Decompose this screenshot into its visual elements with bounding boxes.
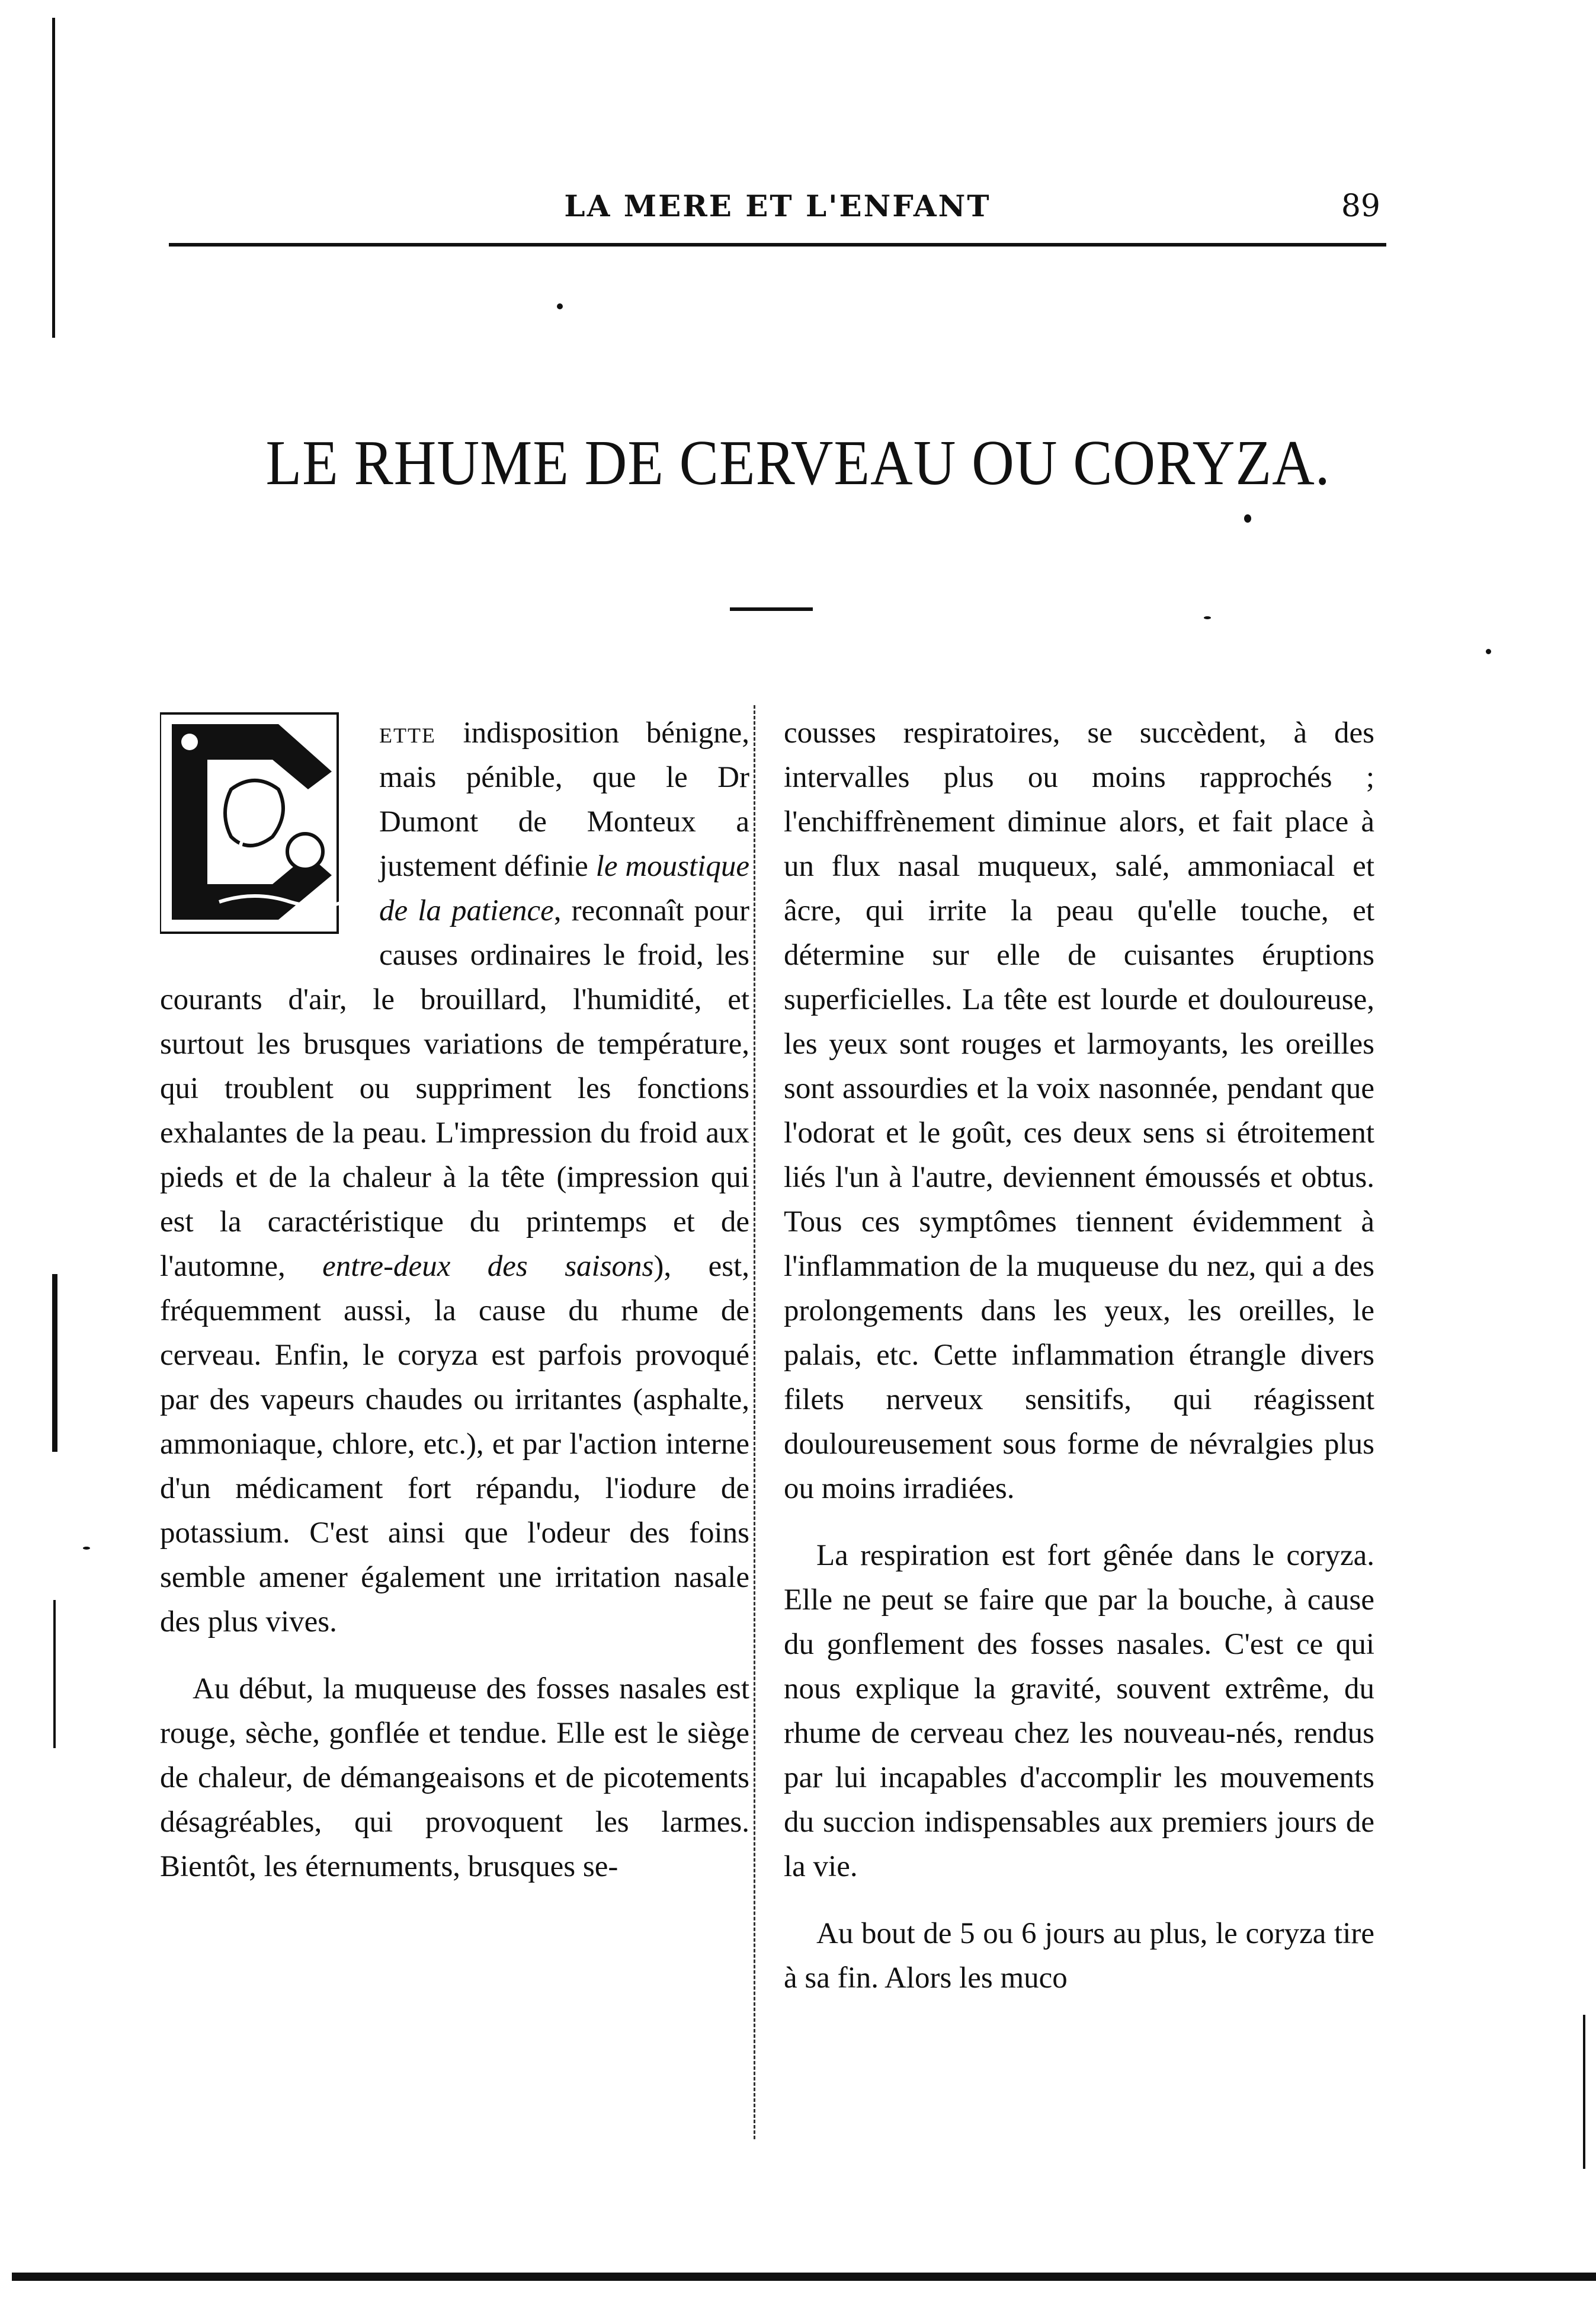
bottom-scan-bar xyxy=(12,2273,1596,2281)
left-margin-scan-mark xyxy=(52,1274,57,1452)
scan-speck xyxy=(557,303,563,309)
left-column xyxy=(160,711,749,1889)
scan-speck xyxy=(1244,514,1251,523)
drop-cap-letter: C xyxy=(236,829,261,868)
scan-speck xyxy=(1486,649,1491,654)
paragraph-1-italic-1: le moustique de la patience xyxy=(379,850,749,927)
paragraph-2: Au début, la muqueuse des fosses nasales est rouge, sèche, gonflée et tendue. Elle est le siège de chaleur, de démangeaisons et de picotements désagréables, qui provoquent les larmes. Bientôt, les éternuments, brusques se- xyxy=(160,1672,749,1883)
right-margin-scan-line xyxy=(1583,2015,1585,2169)
paragraph-1-text-c: ), est, fréquemment aussi, la cause du rhume de cerveau. Enfin, le coryza est parfois provoqué par des vapeurs chaudes ou irritantes (asphalte, ammoniaque, chlore, etc.), et par l'action interne d'un médicament fort répandu, l'iodure de potassium. C'est ainsi que l'odeur des foins semble amener également une irritation nasale des plus vives. xyxy=(160,1250,749,1638)
right-column xyxy=(784,711,1374,2001)
left-margin-scan-line xyxy=(52,18,55,338)
scan-speck xyxy=(83,1547,90,1550)
page-number: 89 xyxy=(1341,188,1380,224)
paragraph-5: Au bout de 5 ou 6 jours au plus, le coryza tire à sa fin. Alors les muco xyxy=(784,1917,1374,1995)
drop-cap-illustration xyxy=(160,706,361,942)
title-rule xyxy=(730,607,813,611)
paragraph-1-text-b: , reconnaît pour causes ordinaires le froid, les courants d'air, le brouillard, l'humidité, et surtout les brusques variations de température, qui troublent ou suppriment les fonctions exhalantes de la peau. L'impression du froid aux pieds et de la chaleur à la tête (impression qui est la caractéristique du printemps et de l'automne, xyxy=(160,894,749,1283)
paragraph-4: La respiration est fort gênée dans le coryza. Elle ne peut se faire que par la bouche, à cause du gonflement des fosses nasales. C'est ce qui nous explique la gravité, souvent extrême, du rhume de cerveau chez les nouveau-nés, rendus par lui incapables d'accomplir les mouvements du succion indispensables aux premiers jours de la vie. xyxy=(784,1539,1374,1883)
paragraph-1 xyxy=(160,711,749,1644)
left-margin-scan-mark-lower xyxy=(53,1600,56,1748)
column-divider xyxy=(754,705,755,2139)
paragraph-1-lead: ette xyxy=(379,716,436,750)
article-title: LE RHUME DE CERVEAU OU CORYZA. xyxy=(265,428,1331,498)
running-title: LA MERE ET L'ENFANT xyxy=(564,188,991,223)
paragraph-3: cousses respiratoires, se succèdent, à des intervalles plus ou moins rapprochés ; l'enchiffrènement diminue alors, et fait place à un flux nasal muqueux, salé, ammoniacal et âcre, qui irrite la peau qu'elle touche, et détermine sur elle de cuisantes éruptions superficielles. La tête est lourde et douloureuse, les yeux sont rouges et larmoyants, les oreilles sont assourdies et la voix nasonnée, pendant que l'odorat et le goût, ces deux sens si étroitement liés l'un à l'autre, deviennent émoussés et obtus. Tous ces symptômes tiennent évidemment à l'inflammation de la muqueuse du nez, qui a des prolongements dans les yeux, les oreilles, le palais, etc. Cette inflammation étrangle divers filets nerveux sensitifs, qui réagissent douloureusement sous forme de névralgies plus ou moins irradiées. xyxy=(784,716,1374,1505)
paragraph-1-text-a: indisposition bénigne, mais pénible, que le Dr Dumont de Monteux a justement définie xyxy=(379,716,749,883)
scan-speck xyxy=(1204,616,1211,619)
paragraph-1-italic-2: entre-deux des saisons xyxy=(322,1250,654,1283)
running-header xyxy=(169,172,1386,247)
